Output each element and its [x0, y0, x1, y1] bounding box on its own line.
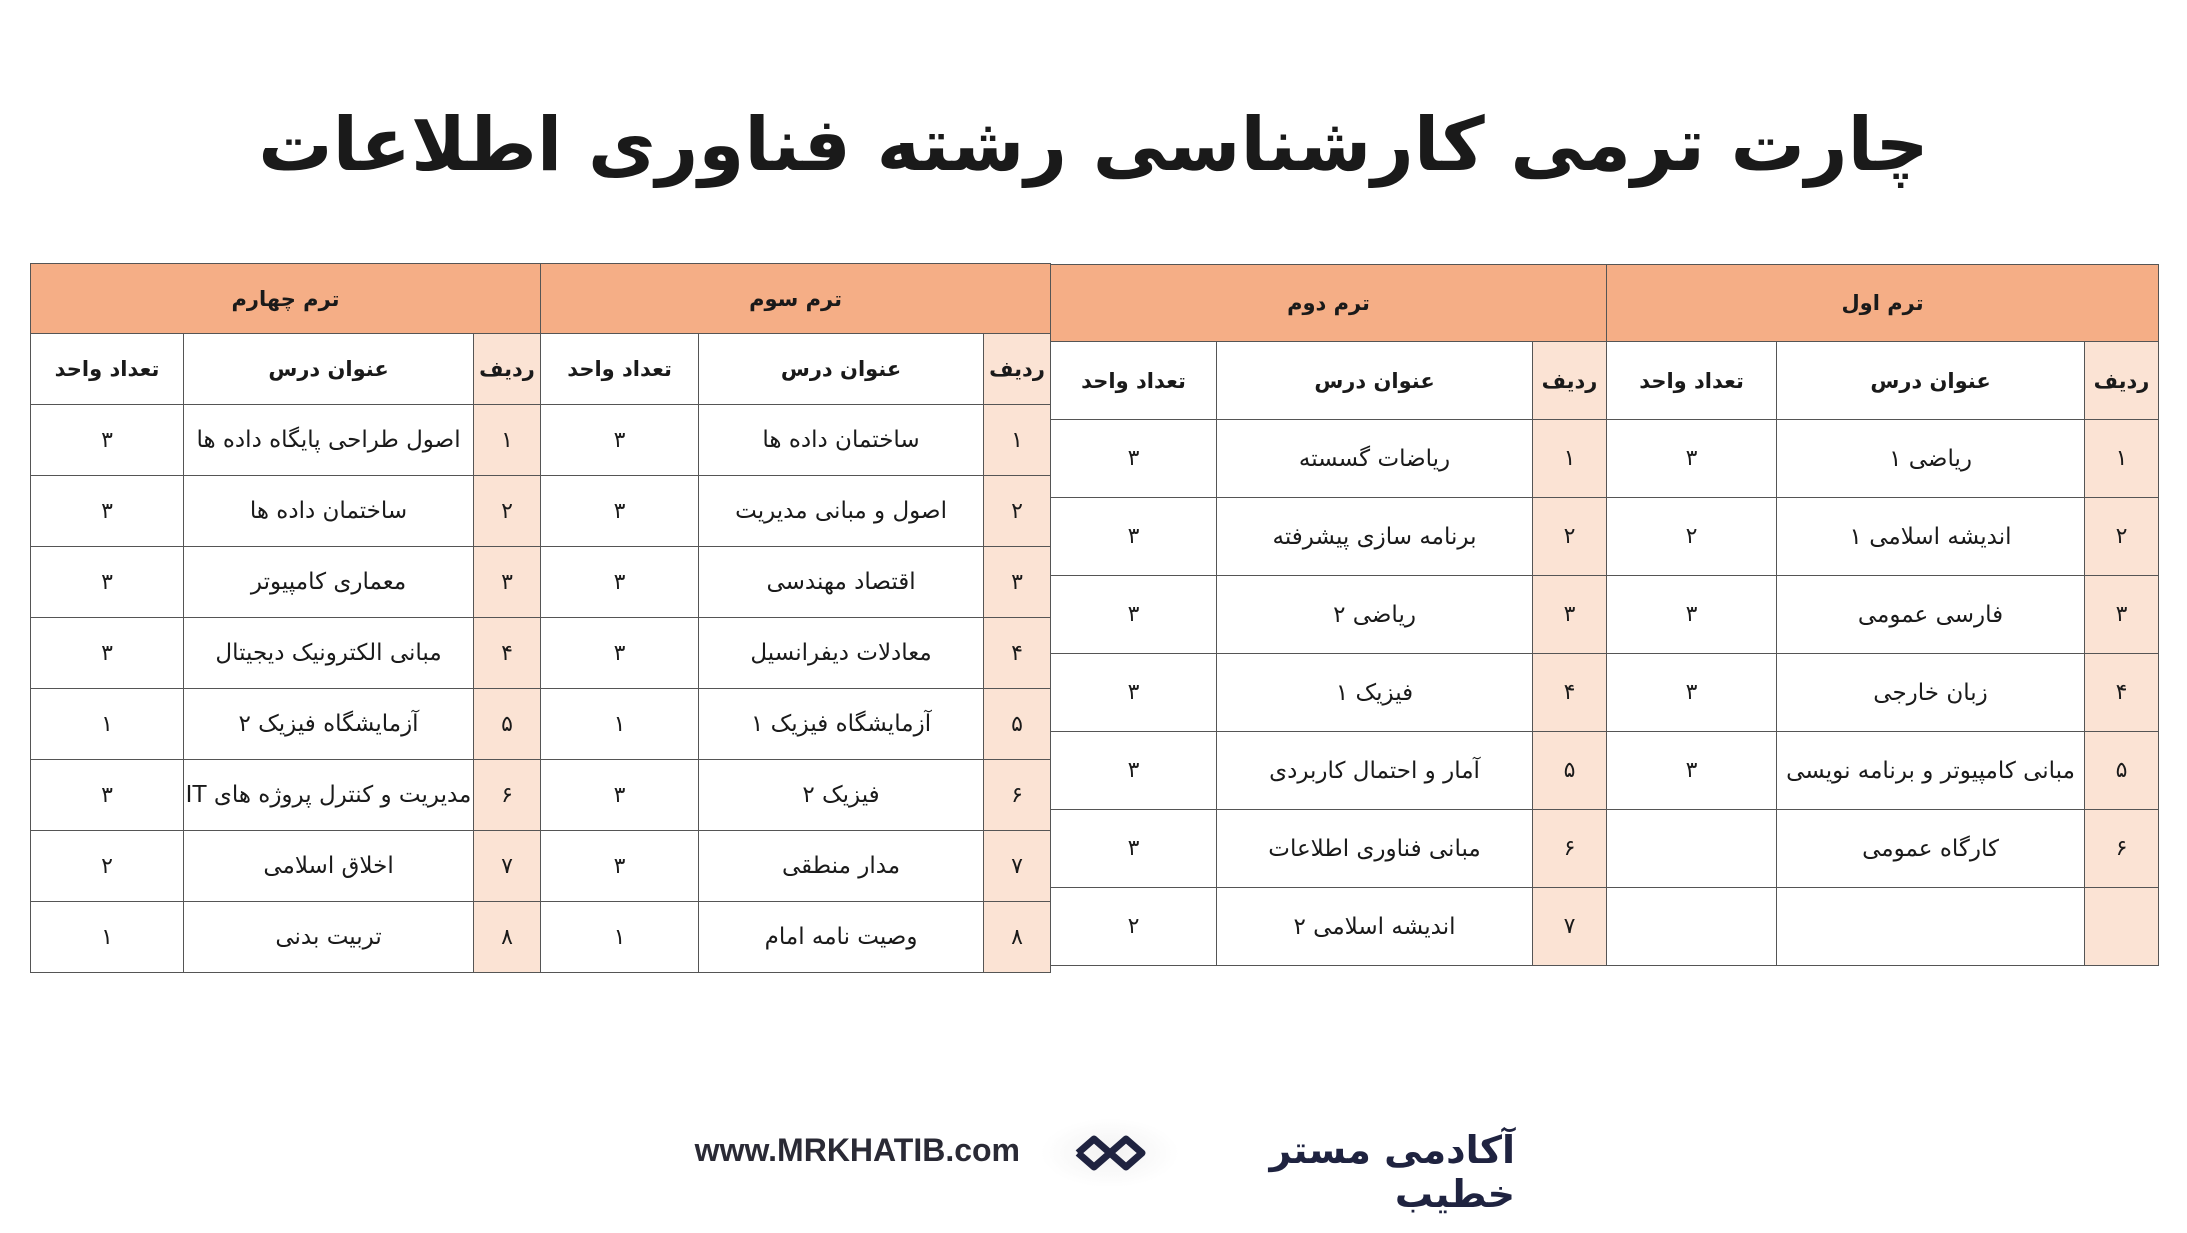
- units-cell: ۲: [1607, 498, 1777, 576]
- units-cell: [1607, 810, 1777, 888]
- table-row: [31, 547, 1051, 618]
- row-number-cell: ۴: [2085, 654, 2159, 732]
- row-number-cell: ۵: [2085, 732, 2159, 810]
- units-cell: ۳: [31, 618, 184, 689]
- table-row: [1051, 576, 2159, 654]
- course-title-cell: اندیشه اسلامی ۲: [1217, 888, 1533, 966]
- course-title-cell: اصول طراحی پایگاه داده ها: [184, 405, 474, 476]
- course-title-cell: مبانی الکترونیک دیجیتال: [184, 618, 474, 689]
- course-title-cell: مبانی کامپیوتر و برنامه نویسی: [1777, 732, 2085, 810]
- row-number-cell: ۳: [984, 547, 1051, 618]
- table-row: [31, 618, 1051, 689]
- row-number-cell: ۷: [474, 831, 541, 902]
- row-number-cell: ۵: [984, 689, 1051, 760]
- page-title: چارت ترمی کارشناسی رشته فناوری اطلاعات: [258, 102, 1929, 188]
- units-cell: ۲: [31, 831, 184, 902]
- term-3-header: ترم سوم: [541, 264, 1051, 334]
- units-cell: ۳: [1051, 498, 1217, 576]
- course-title-cell: مدیریت و کنترل پروژه های IT: [184, 760, 474, 831]
- row-number-cell: ۷: [984, 831, 1051, 902]
- units-column-header: تعداد واحد: [1051, 342, 1217, 420]
- units-cell: ۳: [1051, 732, 1217, 810]
- course-title-cell: ساختمان داده ها: [699, 405, 984, 476]
- course-column-header: عنوان درس: [1217, 342, 1533, 420]
- course-title-cell: مبانی فناوری اطلاعات: [1217, 810, 1533, 888]
- course-title-cell: وصیت نامه امام: [699, 902, 984, 973]
- units-cell: ۳: [541, 547, 699, 618]
- course-title-cell: ساختمان داده ها: [184, 476, 474, 547]
- course-title-cell: کارگاه عمومی: [1777, 810, 2085, 888]
- course-title-cell: زبان خارجی: [1777, 654, 2085, 732]
- row-number-cell: ۳: [1533, 576, 1607, 654]
- units-cell: ۳: [541, 476, 699, 547]
- row-number-cell: [2085, 888, 2159, 966]
- row-number-cell: ۱: [984, 405, 1051, 476]
- units-cell: ۳: [541, 831, 699, 902]
- course-title-cell: ریاضی ۲: [1217, 576, 1533, 654]
- table-row: [1051, 810, 2159, 888]
- terms-1-2-table: [1050, 264, 2159, 966]
- course-title-cell: اصول و مبانی مدیریت: [699, 476, 984, 547]
- row-number-cell: ۴: [984, 618, 1051, 689]
- term-4-header: ترم چهارم: [31, 264, 541, 334]
- row-number-cell: ۵: [474, 689, 541, 760]
- row-column-header: ردیف: [2085, 342, 2159, 420]
- course-column-header: عنوان درس: [1777, 342, 2085, 420]
- course-title-cell: آزمایشگاه فیزیک ۱: [699, 689, 984, 760]
- table-row: [1051, 654, 2159, 732]
- table-row: [31, 689, 1051, 760]
- term-1-header: ترم اول: [1607, 265, 2159, 342]
- units-cell: ۳: [1051, 420, 1217, 498]
- row-number-cell: ۷: [1533, 888, 1607, 966]
- row-number-cell: ۱: [1533, 420, 1607, 498]
- row-number-cell: ۲: [984, 476, 1051, 547]
- units-cell: ۱: [541, 689, 699, 760]
- website-link[interactable]: www.MRKHATIB.com: [694, 1132, 1020, 1168]
- course-title-cell: [1777, 888, 2085, 966]
- table-row: [31, 476, 1051, 547]
- table-row: [1051, 498, 2159, 576]
- row-number-cell: ۳: [2085, 576, 2159, 654]
- course-column-header: عنوان درس: [184, 334, 474, 405]
- units-cell: ۳: [541, 405, 699, 476]
- row-number-cell: ۱: [2085, 420, 2159, 498]
- terms-3-4-table: [30, 263, 1051, 973]
- table-row: [31, 405, 1051, 476]
- row-number-cell: ۲: [474, 476, 541, 547]
- row-number-cell: ۳: [474, 547, 541, 618]
- units-cell: ۳: [1607, 654, 1777, 732]
- units-cell: ۳: [1051, 576, 1217, 654]
- units-cell: ۳: [1051, 654, 1217, 732]
- course-title-cell: آمار و احتمال کاربردی: [1217, 732, 1533, 810]
- course-title-cell: فیزیک ۲: [699, 760, 984, 831]
- table-row: [31, 760, 1051, 831]
- course-title-cell: آزمایشگاه فیزیک ۲: [184, 689, 474, 760]
- row-number-cell: ۶: [1533, 810, 1607, 888]
- units-cell: ۳: [31, 547, 184, 618]
- course-title-cell: اقتصاد مهندسی: [699, 547, 984, 618]
- units-cell: ۳: [541, 760, 699, 831]
- course-title-cell: اخلاق اسلامی: [184, 831, 474, 902]
- course-title-cell: معماری کامپیوتر: [184, 547, 474, 618]
- brand-logo-icon: [1040, 1118, 1180, 1188]
- units-cell: ۱: [31, 689, 184, 760]
- units-cell: [1607, 888, 1777, 966]
- row-number-cell: ۲: [1533, 498, 1607, 576]
- table-row: [31, 831, 1051, 902]
- units-cell: ۱: [31, 902, 184, 973]
- units-cell: ۲: [1051, 888, 1217, 966]
- row-number-cell: ۶: [474, 760, 541, 831]
- row-number-cell: ۸: [984, 902, 1051, 973]
- table-row: [31, 902, 1051, 973]
- course-title-cell: معادلات دیفرانسیل: [699, 618, 984, 689]
- units-cell: ۳: [1051, 810, 1217, 888]
- course-title-cell: فیزیک ۱: [1217, 654, 1533, 732]
- row-number-cell: ۸: [474, 902, 541, 973]
- row-column-header: ردیف: [1533, 342, 1607, 420]
- course-title-cell: تربیت بدنی: [184, 902, 474, 973]
- course-title-cell: اندیشه اسلامی ۱: [1777, 498, 2085, 576]
- course-title-cell: برنامه سازی پیشرفته: [1217, 498, 1533, 576]
- course-title-cell: فارسی عمومی: [1777, 576, 2085, 654]
- course-title-cell: ریاضات گسسته: [1217, 420, 1533, 498]
- row-number-cell: ۵: [1533, 732, 1607, 810]
- units-cell: ۳: [1607, 420, 1777, 498]
- units-cell: ۳: [31, 405, 184, 476]
- row-column-header: ردیف: [474, 334, 541, 405]
- units-cell: ۳: [31, 760, 184, 831]
- row-number-cell: ۴: [1533, 654, 1607, 732]
- units-cell: ۳: [541, 618, 699, 689]
- units-cell: ۱: [541, 902, 699, 973]
- row-number-cell: ۶: [984, 760, 1051, 831]
- term-2-header: ترم دوم: [1051, 265, 1607, 342]
- row-number-cell: ۱: [474, 405, 541, 476]
- row-number-cell: ۶: [2085, 810, 2159, 888]
- course-title-cell: ریاضی ۱: [1777, 420, 2085, 498]
- row-number-cell: ۲: [2085, 498, 2159, 576]
- course-title-cell: مدار منطقی: [699, 831, 984, 902]
- units-column-header: تعداد واحد: [541, 334, 699, 405]
- units-column-header: تعداد واحد: [31, 334, 184, 405]
- course-column-header: عنوان درس: [699, 334, 984, 405]
- units-cell: ۳: [31, 476, 184, 547]
- table-row: [1051, 732, 2159, 810]
- table-row: [1051, 420, 2159, 498]
- brand-name: آکادمی مستر خطیب: [1269, 1128, 1515, 1216]
- table-row: [1051, 888, 2159, 966]
- row-number-cell: ۴: [474, 618, 541, 689]
- units-cell: ۳: [1607, 732, 1777, 810]
- units-column-header: تعداد واحد: [1607, 342, 1777, 420]
- row-column-header: ردیف: [984, 334, 1051, 405]
- units-cell: ۳: [1607, 576, 1777, 654]
